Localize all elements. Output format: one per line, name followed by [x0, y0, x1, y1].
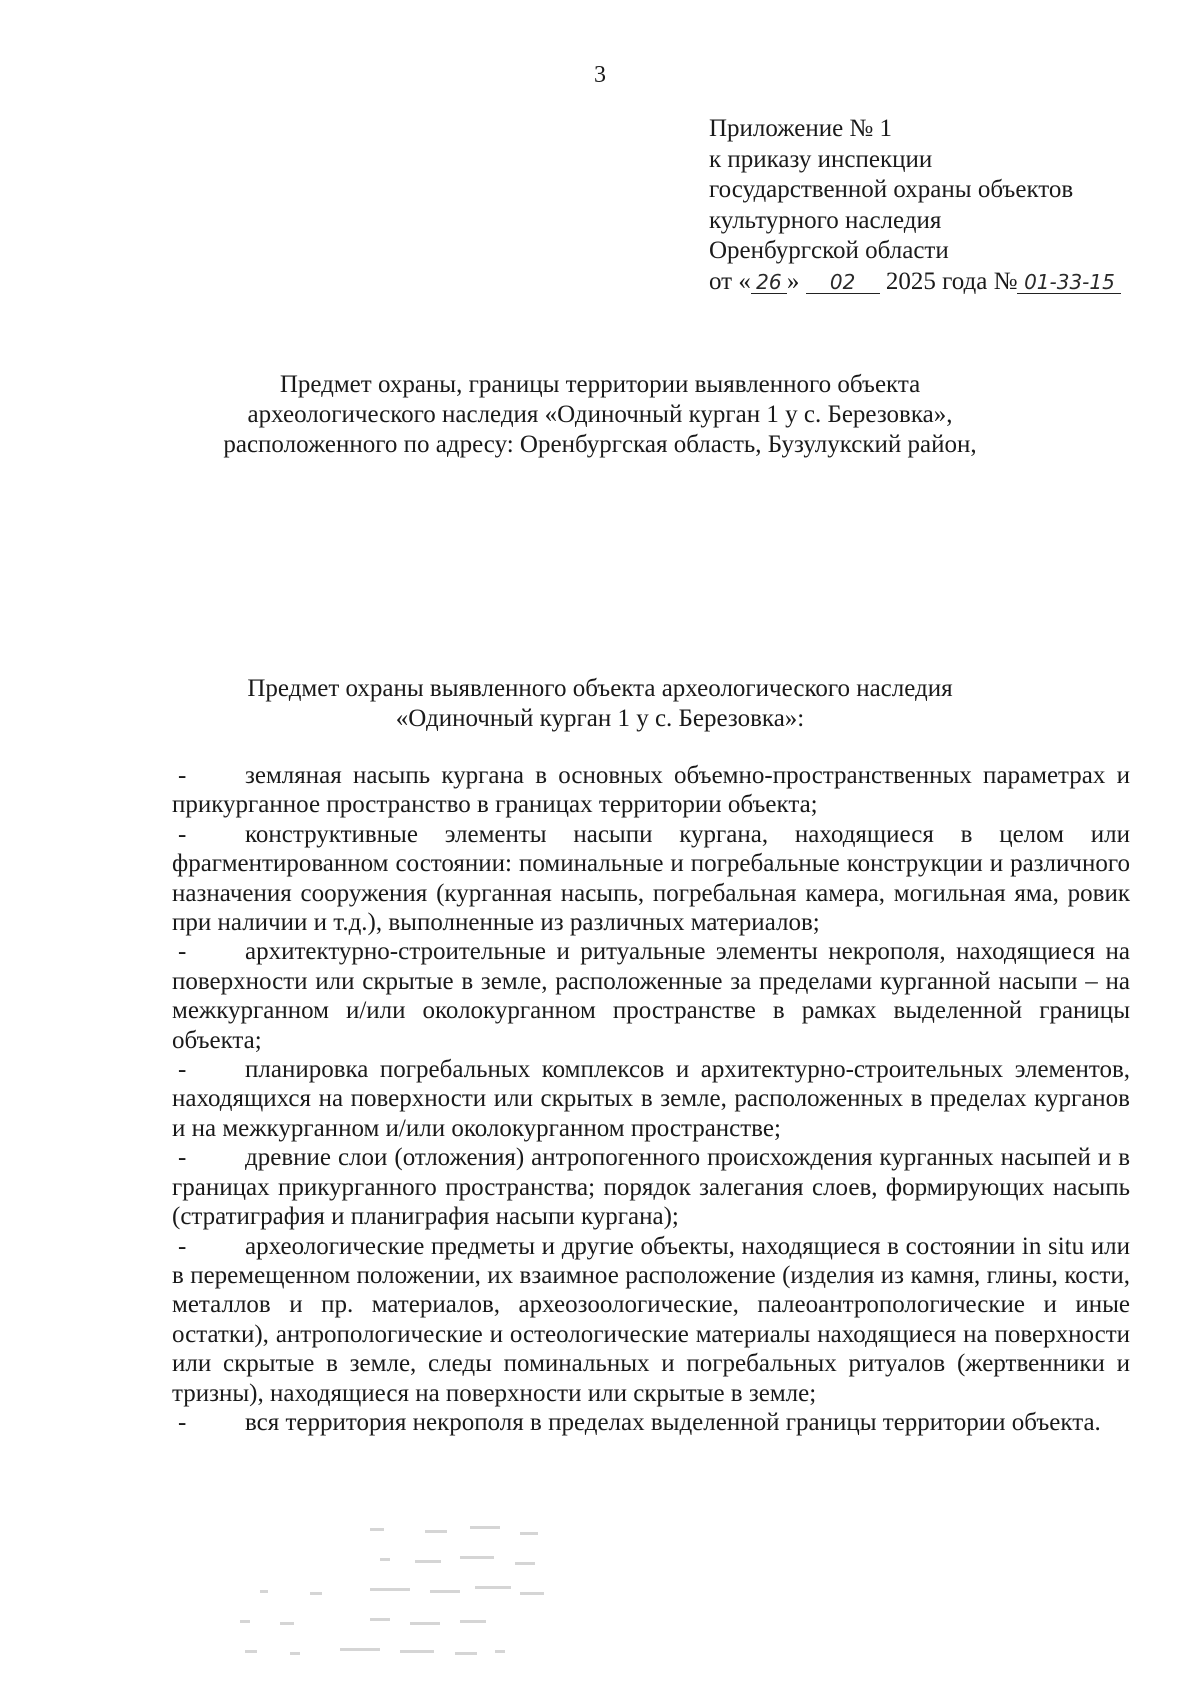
list-item [172, 1143, 1130, 1231]
list-dash: - [178, 1144, 187, 1172]
date-mid: » [786, 267, 800, 295]
date-prefix: от « [709, 267, 751, 295]
title-line-1: Предмет охраны, границы территории выявленного объекта [279, 371, 921, 398]
date-month: 02 [806, 271, 880, 294]
appendix-line-1: Приложение № 1 [709, 115, 893, 142]
list-dash: - [178, 938, 187, 966]
appendix-line-3: государственной охраны объектов [709, 176, 1074, 203]
list-item-text: вся территория некрополя в пределах выделенной границы территории объекта. [245, 1408, 1101, 1436]
list-item-text: архитектурно-строительные и ритуальные элементы некрополя, находящиеся на поверхности или скрытые в земле, расположенные за пределами курганной насыпи – на межкурганном и/или околокурганном пространстве в рамках выделенной границы объекта; [172, 938, 1130, 1054]
list-dash: - [178, 1056, 187, 1084]
list-item [172, 1055, 1130, 1143]
date-day: 26 [751, 271, 787, 294]
document-title [0, 370, 1200, 460]
list-item [172, 937, 1130, 1055]
appendix-block [709, 114, 1179, 297]
faded-stamp-mark [220, 1520, 640, 1675]
list-dash: - [178, 1408, 187, 1436]
appendix-line-4: культурного наследия [709, 206, 942, 234]
list-item-text: археологические предметы и другие объекты, находящиеся в состоянии in situ или в перемещенном положении, их взаимное расположение (изделия из камня, глины, кости, металлов и пр. материалов, археозоологические, палеоантропологические и иные остатки), антропологические и остеологические материалы находящиеся на поверхности или скрытые в земле, следы поминальных и погребальных ритуалов (жертвенники и тризны), находящиеся на поверхности или скрытые в земле; [172, 1232, 1130, 1407]
list-dash: - [178, 762, 187, 789]
list-item-text: земляная насыпь кургана в основных объемно-пространственных параметрах и прикурганное пространство в границах территории объекта; [172, 762, 1130, 819]
subtitle-line-1: Предмет охраны выявленного объекта археологического наследия [247, 675, 953, 702]
date-year: 2025 года № [885, 267, 1018, 295]
title-line-3: расположенного по адресу: Оренбургская область, Бузулукский район, [223, 431, 977, 458]
list-item [172, 761, 1130, 820]
list-item-text: древние слои (отложения) антропогенного происхождения курганных насыпей и в границах прикурганного пространства; порядок залегания слоев, формирующих насыпь (стратиграфия и планиграфия насыпи кургана); [172, 1144, 1130, 1231]
list-item [172, 820, 1130, 938]
list-dash: - [178, 820, 187, 848]
appendix-line-2: к приказу инспекции [709, 145, 933, 173]
appendix-line-5: Оренбургской области [709, 237, 949, 264]
list-item-text: планировка погребальных комплексов и архитектурно-строительных элементов, находящихся на поверхности или скрытых в земле, расположенных в пределах курганов и на межкурганном и/или околокурганном пространстве; [172, 1056, 1130, 1142]
order-number: 01-33-15 [1017, 271, 1121, 294]
list-dash: - [178, 1232, 187, 1260]
subtitle-line-2: «Одиночный курган 1 у с. Березовка»: [395, 705, 805, 732]
list-item-text: конструктивные элементы насыпи кургана, находящиеся в целом или фрагментированном состоянии: поминальные и погребальные конструкции и различного назначения сооружения (курганная насыпь, погребальная камера, могильная яма, ровик при наличии и т.д.), выполненные из различных материалов; [172, 820, 1130, 937]
title-line-2: археологического наследия «Одиночный курган 1 у с. Березовка», [247, 401, 953, 428]
section-heading [0, 674, 1200, 734]
appendix-date-line [709, 267, 1179, 298]
protection-items-list [172, 761, 1130, 1437]
page-number: 3 [594, 62, 606, 88]
list-item [172, 1232, 1130, 1408]
list-item [172, 1408, 1130, 1437]
